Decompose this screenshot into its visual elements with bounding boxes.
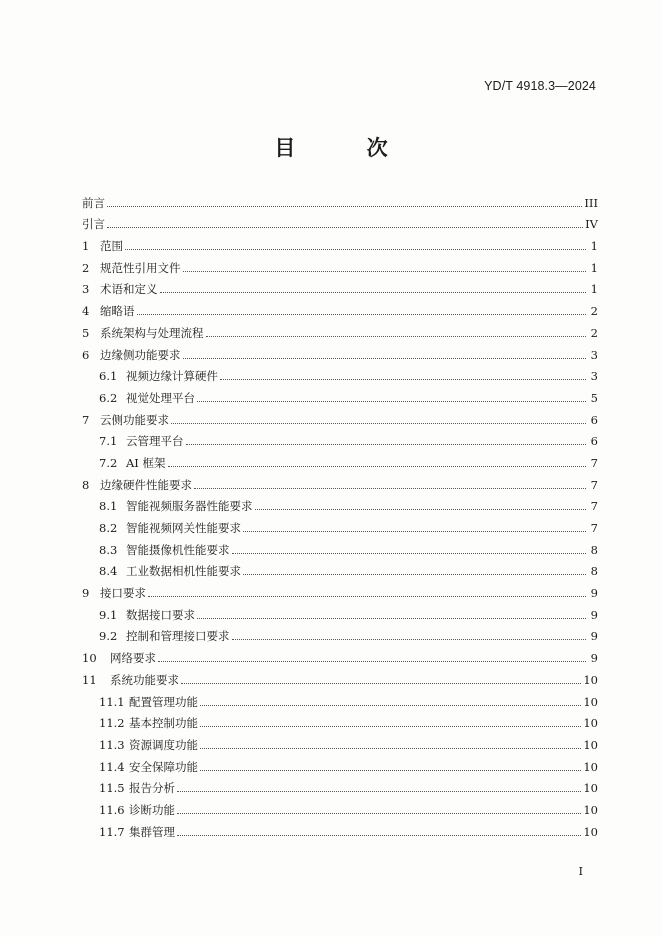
toc-entry[interactable] — [82, 492, 598, 514]
toc-entry-title: 引言 — [82, 217, 105, 232]
toc-entry-title: 云侧功能要求 — [100, 412, 169, 427]
toc-entry-page: 8 — [590, 542, 598, 557]
toc-entry-page: 7 — [590, 499, 598, 514]
toc-entry-number: 11.3 — [99, 737, 125, 752]
toc-entry[interactable] — [82, 600, 598, 622]
toc-entry-title: 集群管理 — [129, 824, 175, 839]
toc-entry-page: 10 — [583, 781, 598, 796]
toc-entry-number: 11.2 — [99, 716, 125, 731]
dot-leader — [183, 271, 587, 272]
toc-entry-title: 前言 — [82, 195, 105, 210]
toc-entry-title: AI 框架 — [126, 455, 166, 470]
toc-entry[interactable] — [82, 448, 598, 470]
toc-entry[interactable] — [82, 535, 598, 557]
dot-leader — [158, 661, 586, 662]
toc-entry-title: 基本控制功能 — [129, 716, 198, 731]
toc-entry[interactable] — [82, 340, 598, 362]
toc-entry-page: 6 — [590, 412, 598, 427]
toc-entry-number: 9 — [82, 586, 90, 601]
page-number: I — [578, 864, 583, 878]
standard-code: YD/T 4918.3—2024 — [484, 79, 596, 93]
toc-entry-title: 智能视频服务器性能要求 — [126, 499, 253, 514]
toc-entry-title: 视频边缘计算硬件 — [126, 369, 218, 384]
toc-entry-page: 1 — [590, 239, 598, 254]
toc-entry[interactable] — [82, 774, 598, 796]
toc-entry-number: 6.2 — [99, 390, 118, 405]
dot-leader — [232, 553, 587, 554]
toc-entry[interactable] — [82, 752, 598, 774]
toc-entry-page: 10 — [583, 802, 598, 817]
toc-entry-number: 8.3 — [99, 542, 118, 557]
toc-entry-number: 11.6 — [99, 802, 125, 817]
toc-entry-page: III — [584, 195, 598, 210]
toc-entry-number: 6.1 — [99, 369, 118, 384]
toc-entry-title: 边缘硬件性能要求 — [100, 477, 192, 492]
dot-leader — [107, 227, 583, 228]
toc-entry-number: 8.1 — [99, 499, 118, 514]
page-title: 目 次 — [274, 136, 420, 160]
toc-entry-title: 边缘侧功能要求 — [100, 347, 181, 362]
toc-entry-title: 安全保障功能 — [129, 759, 198, 774]
toc-entry-page: 9 — [590, 629, 598, 644]
dot-leader — [148, 596, 586, 597]
toc-entry[interactable] — [82, 643, 598, 665]
toc-entry[interactable] — [82, 709, 598, 731]
dot-leader — [181, 683, 581, 684]
toc-entry[interactable] — [82, 557, 598, 579]
toc-entry-page: 5 — [590, 390, 598, 405]
toc-entry[interactable] — [82, 405, 598, 427]
toc-entry-number: 11.7 — [99, 824, 125, 839]
toc-entry-title: 视觉处理平台 — [126, 390, 195, 405]
toc-entry-number: 4 — [82, 304, 90, 319]
toc-entry-page: 1 — [590, 282, 598, 297]
dot-leader — [200, 726, 581, 727]
toc-entry-title: 工业数据相机性能要求 — [126, 564, 241, 579]
dot-leader — [168, 466, 586, 467]
toc-entry-number: 3 — [82, 282, 90, 297]
toc-entry[interactable] — [82, 231, 598, 253]
toc-entry-number: 11.1 — [99, 694, 125, 709]
toc-entry[interactable] — [82, 210, 598, 232]
toc-entry-number: 2 — [82, 260, 90, 275]
toc-entry-page: 3 — [590, 369, 598, 384]
toc-entry[interactable] — [82, 275, 598, 297]
toc-entry-number: 9.1 — [99, 607, 118, 622]
dot-leader — [243, 531, 586, 532]
toc-entry[interactable] — [82, 318, 598, 340]
dot-leader — [160, 292, 587, 293]
toc-entry-page: 9 — [590, 651, 598, 666]
dot-leader — [183, 358, 587, 359]
dot-leader — [255, 509, 587, 510]
toc-entry-page: 7 — [590, 477, 598, 492]
toc-entry-page: 9 — [590, 586, 598, 601]
toc-entry-number: 8 — [82, 477, 90, 492]
dot-leader — [171, 423, 586, 424]
dot-leader — [107, 206, 582, 207]
toc-entry-page: 10 — [583, 737, 598, 752]
toc-entry-title: 资源调度功能 — [129, 737, 198, 752]
toc-entry-number: 7 — [82, 412, 90, 427]
toc-entry-number: 6 — [82, 347, 90, 362]
toc-entry-page: 2 — [590, 325, 598, 340]
dot-leader — [243, 574, 586, 575]
toc-entry-title: 规范性引用文件 — [100, 260, 181, 275]
toc-entry-title: 诊断功能 — [129, 802, 175, 817]
toc-entry-title: 接口要求 — [100, 586, 146, 601]
toc-entry-page: 7 — [590, 455, 598, 470]
toc-entry[interactable] — [82, 470, 598, 492]
toc-entry-page: 10 — [583, 824, 598, 839]
toc-entry-page: IV — [585, 217, 598, 232]
toc-entry-title: 智能视频网关性能要求 — [126, 521, 241, 535]
toc-entry-number: 9.2 — [99, 629, 118, 644]
dot-leader — [194, 488, 586, 489]
dot-leader — [137, 314, 587, 315]
toc-entry-number: 11.5 — [99, 781, 125, 796]
toc-entry[interactable] — [82, 296, 598, 318]
toc-entry-title: 数据接口要求 — [126, 607, 195, 622]
toc-entry-title: 智能摄像机性能要求 — [126, 542, 230, 557]
toc-entry-page: 10 — [583, 694, 598, 709]
toc-entry-page: 1 — [590, 260, 598, 275]
toc-entry-number: 10 — [82, 651, 97, 666]
toc-entry-page: 7 — [590, 521, 598, 535]
toc-entry[interactable] — [82, 362, 598, 384]
toc-entry[interactable] — [82, 253, 598, 275]
toc-entry-page: 9 — [590, 607, 598, 622]
dot-leader — [220, 379, 586, 380]
toc-entry-page: 8 — [590, 564, 598, 579]
toc-entry[interactable] — [82, 687, 598, 709]
table-of-contents — [82, 188, 598, 839]
toc-entry-number: 5 — [82, 325, 90, 340]
toc-entry[interactable] — [82, 188, 598, 210]
toc-entry-number: 8.4 — [99, 564, 118, 579]
toc-entry-title: 云管理平台 — [126, 434, 184, 449]
dot-leader — [125, 249, 586, 250]
toc-entry-title: 术语和定义 — [100, 282, 158, 297]
toc-entry[interactable] — [82, 795, 598, 817]
toc-entry-page: 2 — [590, 304, 598, 319]
toc-entry-number: 11 — [82, 672, 97, 687]
toc-entry-title: 缩略语 — [100, 304, 135, 319]
toc-entry-number: 11.4 — [99, 759, 125, 774]
dot-leader — [206, 336, 587, 337]
dot-leader — [186, 444, 587, 445]
dot-leader — [177, 835, 581, 836]
toc-entry-title: 报告分析 — [129, 781, 175, 796]
toc-entry[interactable] — [82, 665, 598, 687]
dot-leader — [197, 401, 586, 402]
toc-entry-title: 系统功能要求 — [110, 672, 179, 687]
toc-entry[interactable] — [82, 622, 598, 644]
toc-entry[interactable] — [82, 817, 598, 839]
toc-entry-title: 控制和管理接口要求 — [126, 629, 230, 644]
toc-entry[interactable] — [82, 730, 598, 752]
toc-entry-page: 10 — [583, 716, 598, 731]
toc-entry-number: 8.2 — [99, 521, 118, 535]
toc-entry-title: 系统架构与处理流程 — [100, 325, 204, 340]
toc-entry-number: 7.2 — [99, 455, 118, 470]
dot-leader — [177, 813, 581, 814]
toc-entry[interactable] — [82, 578, 598, 600]
toc-entry[interactable] — [82, 513, 598, 535]
toc-entry-page: 3 — [590, 347, 598, 362]
toc-entry-title: 网络要求 — [110, 651, 156, 666]
toc-entry-title: 范围 — [100, 239, 123, 254]
dot-leader — [200, 748, 581, 749]
dot-leader — [232, 639, 587, 640]
toc-entry-page: 6 — [590, 434, 598, 449]
dot-leader — [197, 618, 586, 619]
toc-entry-title: 配置管理功能 — [129, 694, 198, 709]
dot-leader — [200, 705, 581, 706]
dot-leader — [200, 770, 581, 771]
toc-entry-number: 1 — [82, 239, 90, 254]
dot-leader — [177, 791, 581, 792]
toc-entry[interactable] — [82, 427, 598, 449]
toc-entry-number: 7.1 — [99, 434, 118, 449]
toc-entry-page: 10 — [583, 759, 598, 774]
toc-entry-page: 10 — [583, 672, 598, 687]
toc-entry[interactable] — [82, 383, 598, 405]
